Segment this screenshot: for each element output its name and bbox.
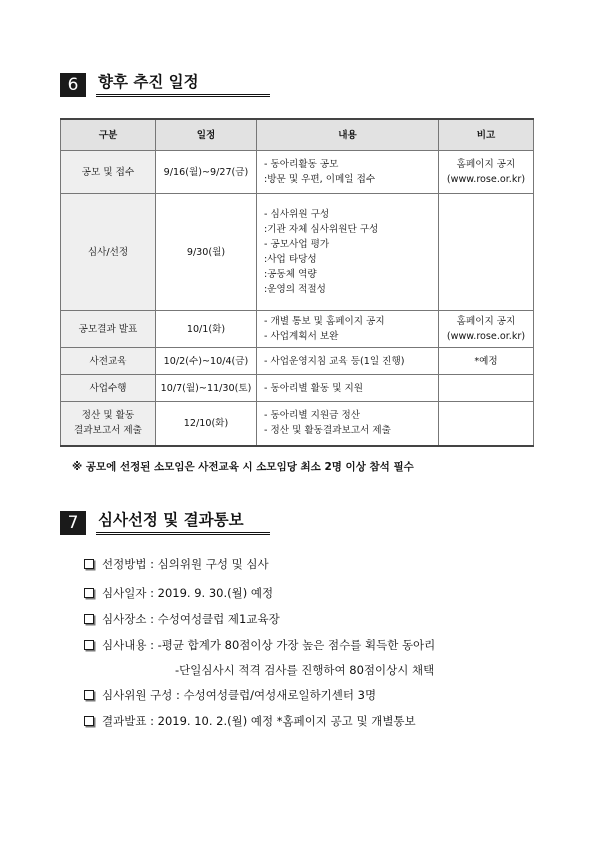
row-category	[61, 402, 156, 446]
row-content	[257, 375, 439, 402]
note-line: *예정	[474, 355, 498, 367]
row-schedule: 12/10(화)	[156, 402, 257, 446]
note-line: 홈페이지 공지	[456, 159, 516, 170]
row-content	[257, 194, 439, 311]
schedule-table	[60, 118, 534, 447]
table-row	[61, 348, 534, 375]
list-item-text: 결과발표 : 2019. 10. 2.(월) 예정 *홈페이지 공고 및 개별통보	[102, 714, 416, 728]
row-note	[439, 402, 534, 446]
section-6-header	[60, 72, 270, 97]
table-row	[61, 151, 534, 194]
content-line: :운영의 적절성	[264, 284, 326, 295]
table-row	[61, 402, 534, 446]
content-line: :기관 자체 심사위원단 구성	[264, 224, 379, 235]
header-note: 비고	[439, 119, 534, 151]
list-item-continuation: -단일심사시 적격 검사를 진행하여 80점이상시 채택	[175, 663, 435, 677]
header-content: 내용	[257, 119, 439, 151]
content-line: - 동아리별 지원금 정산	[264, 410, 361, 422]
content-line: - 동아리활동 공모	[264, 159, 339, 170]
content-line: - 사업운영지침 교육 등(1일 진행)	[264, 355, 405, 367]
row-schedule: 10/2(수)~10/4(금)	[156, 348, 257, 375]
table-footnote: ※ 공모에 선정된 소모임은 사전교육 시 소모임당 최소 2명 이상 참석 필수	[72, 461, 414, 473]
list-item	[84, 687, 376, 703]
content-line: - 공모사업 평가	[264, 239, 330, 250]
checkbox-square-icon	[84, 716, 94, 726]
row-schedule: 10/7(월)~11/30(토)	[156, 375, 257, 402]
checkbox-square-icon	[84, 559, 94, 569]
note-line: (www.rose.or.kr)	[446, 331, 526, 342]
section-7-header	[60, 510, 270, 535]
section-7-title: 심사선정 및 결과통보	[96, 510, 270, 535]
content-line: - 사업계획서 보완	[264, 331, 339, 342]
note-line: (www.rose.or.kr)	[446, 174, 526, 185]
checkbox-square-icon	[84, 640, 94, 650]
table-row	[61, 311, 534, 348]
header-schedule: 일정	[156, 119, 257, 151]
content-line: :공동체 역량	[264, 269, 317, 280]
section-7-number: 7	[60, 511, 86, 535]
list-item-text: 심사내용 : -평균 합계가 80점이상 가장 높은 점수를 획득한 동아리	[102, 638, 436, 652]
table-row	[61, 375, 534, 402]
row-content	[257, 402, 439, 446]
list-item-text: 심사위원 구성 : 수성여성클럽/여성새로일하기센터 3명	[102, 688, 377, 702]
row-category: 심사/선정	[61, 194, 156, 311]
row-note	[439, 375, 534, 402]
row-note	[439, 311, 534, 348]
section-6-title: 향후 추진 일정	[96, 72, 270, 97]
content-line: - 심사위원 구성	[264, 209, 330, 220]
category-line: 정산 및 활동	[81, 410, 135, 422]
row-category: 공모결과 발표	[61, 311, 156, 348]
section-6-number: 6	[60, 73, 86, 97]
checkbox-square-icon	[84, 690, 94, 700]
row-category: 공모 및 접수	[61, 151, 156, 194]
row-schedule: 9/30(월)	[156, 194, 257, 311]
list-item-text: 선정방법 : 심의위원 구성 및 심사	[102, 557, 269, 571]
content-line: :방문 및 우편, 이메일 접수	[264, 174, 376, 185]
row-note	[439, 151, 534, 194]
header-category: 구분	[61, 119, 156, 151]
content-line: - 개별 통보 및 홈페이지 공지	[264, 316, 385, 327]
row-content	[257, 348, 439, 375]
content-line: - 정산 및 활동결과보고서 제출	[264, 425, 391, 437]
row-schedule: 9/16(월)~9/27(금)	[156, 151, 257, 194]
table-header-row	[61, 119, 534, 151]
row-category: 사전교육	[61, 348, 156, 375]
checkbox-square-icon	[84, 588, 94, 598]
category-line: 결과보고서 제출	[74, 425, 142, 437]
checkbox-square-icon	[84, 614, 94, 624]
note-line: 홈페이지 공지	[456, 316, 516, 327]
row-note	[439, 348, 534, 375]
row-note	[439, 194, 534, 311]
content-line: - 동아리별 활동 및 지원	[264, 382, 364, 394]
table-row	[61, 194, 534, 311]
row-content	[257, 311, 439, 348]
list-item	[84, 585, 273, 601]
row-category: 사업수행	[61, 375, 156, 402]
content-line: :사업 타당성	[264, 254, 317, 265]
list-item	[84, 611, 280, 627]
row-schedule: 10/1(화)	[156, 311, 257, 348]
list-item	[84, 713, 416, 729]
row-content	[257, 151, 439, 194]
list-item-text: 심사장소 : 수성여성클럽 제1교육장	[102, 612, 280, 626]
list-item-text: 심사일자 : 2019. 9. 30.(월) 예정	[102, 586, 274, 600]
list-item	[84, 556, 269, 572]
list-item	[84, 637, 435, 653]
